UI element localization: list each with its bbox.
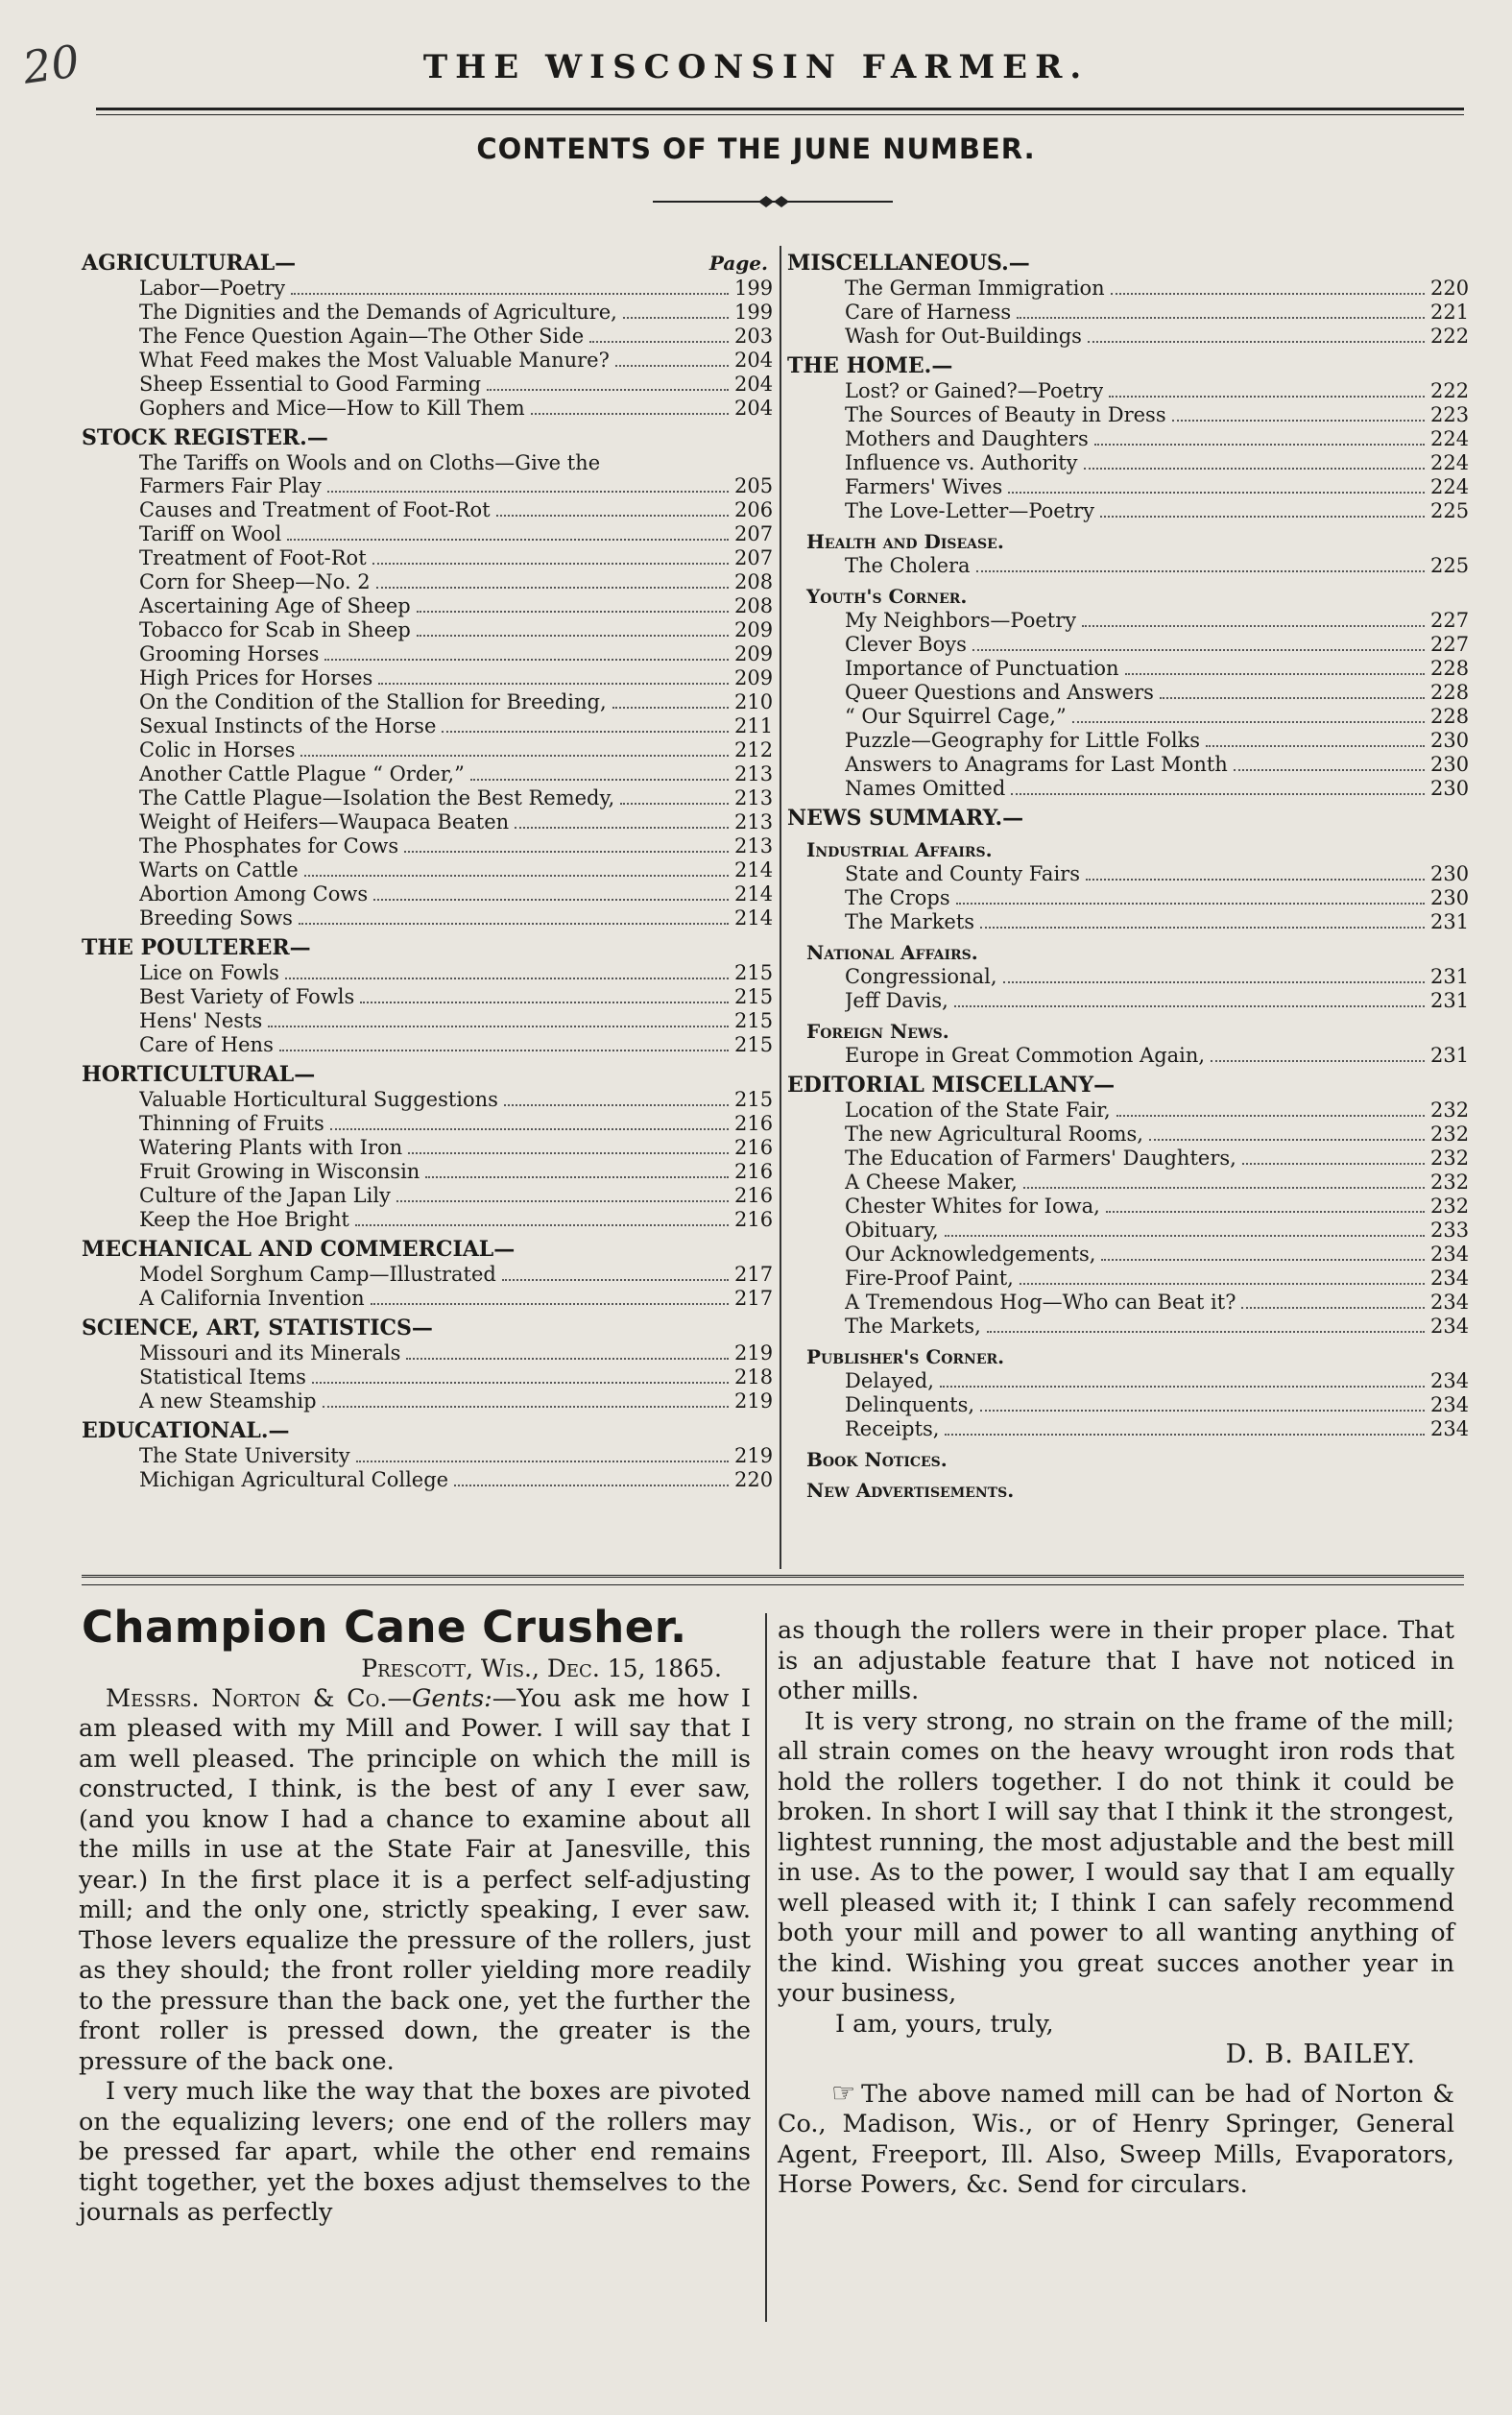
contents-entry: Missouri and its Minerals 219 xyxy=(139,1341,774,1365)
contents-entry: Queer Questions and Answers 228 xyxy=(845,681,1470,704)
contents-entry: The Tariffs on Wools and on Cloths—Give the xyxy=(139,451,601,474)
contents-entry: Labor—Poetry 199 xyxy=(139,277,774,300)
contents-entry: The Dignities and the Demands of Agriculture, 199 xyxy=(139,301,774,324)
contents-entry: Jeff Davis, 231 xyxy=(845,989,1470,1012)
contents-entry: Fire-Proof Paint, 234 xyxy=(845,1267,1470,1290)
pointing-hand-icon: ☞ xyxy=(831,2076,856,2109)
contents-entry: Watering Plants with Iron 216 xyxy=(139,1136,774,1160)
contents-entry: State and County Fairs 230 xyxy=(845,862,1470,885)
contents-entry: Warts on Cattle 214 xyxy=(139,858,774,882)
ad-closing: I am, yours, truly, xyxy=(835,2009,1054,2039)
contents-entry: The new Agricultural Rooms, 232 xyxy=(845,1123,1470,1146)
contents-entry: Ascertaining Age of Sheep 208 xyxy=(139,594,774,618)
contents-entry: Statistical Items 218 xyxy=(139,1365,774,1389)
subsection-heading: Foreign News. xyxy=(806,1020,949,1043)
contents-entry: Lice on Fowls 215 xyxy=(139,961,774,985)
contents-entry: Clever Boys 227 xyxy=(845,633,1470,656)
contents-entry: Tariff on Wool 207 xyxy=(139,522,774,546)
contents-entry: The Phosphates for Cows 213 xyxy=(139,834,774,858)
contents-entry: The Fence Question Again—The Other Side 203 xyxy=(139,325,774,348)
contents-entry: The German Immigration 220 xyxy=(845,277,1470,300)
contents-entry: Lost? or Gained?—Poetry 222 xyxy=(845,379,1470,402)
contents-entry: The Crops 230 xyxy=(845,886,1470,909)
contents-entry: Our Acknowledgements, 234 xyxy=(845,1243,1470,1266)
page-column-label: Page. xyxy=(708,252,768,275)
section-heading: EDITORIAL MISCELLANY— xyxy=(787,1073,1116,1098)
contents-entry: Abortion Among Cows 214 xyxy=(139,882,774,906)
contents-entry: Valuable Horticultural Suggestions 215 xyxy=(139,1088,774,1112)
section-rule xyxy=(82,1575,1464,1578)
contents-entry: Importance of Punctuation 228 xyxy=(845,657,1470,680)
ad-paragraph-1 xyxy=(79,1684,751,2078)
running-head: THE WISCONSIN FARMER. xyxy=(422,48,1090,86)
ornament-rule xyxy=(653,192,893,211)
handwritten-page-mark: 20 xyxy=(19,35,84,94)
contents-entry: The State University 219 xyxy=(139,1444,774,1468)
contents-entry: A Tremendous Hog—Who can Beat it? 234 xyxy=(845,1291,1470,1314)
contents-entry: Thinning of Fruits 216 xyxy=(139,1112,774,1136)
contents-entry: Congressional, 231 xyxy=(845,965,1470,988)
contents-entry: Farmers Fair Play 205 xyxy=(139,474,774,498)
contents-entry: Delinquents, 234 xyxy=(845,1393,1470,1416)
contents-entry: The Cholera 225 xyxy=(845,554,1470,577)
contents-entry: Breeding Sows 214 xyxy=(139,906,774,930)
contents-entry: Keep the Hoe Bright 216 xyxy=(139,1208,774,1232)
ad-gents: Gents: xyxy=(411,1683,492,1713)
contents-entry: Best Variety of Fowls 215 xyxy=(139,985,774,1009)
contents-entry: The Love-Letter—Poetry 225 xyxy=(845,499,1470,522)
ad-title: Champion Cane Crusher. xyxy=(82,1602,687,1653)
subsection-heading: Publisher's Corner. xyxy=(806,1345,1005,1368)
ad-paragraph-4: It is very strong, no strain on the frame of the mill; all strain comes on the heavy wrought iron rods that hold the rollers together. I do not think it could be broken. In short I will say that I think it the strongest, lightest running, the most adjustable and the best mill in use. As to the power, I would say that I am equally well pleased with it; I think I can safely recommend both your mill and power to all wanting anything of the kind. Wishing you great succes another year in your business, xyxy=(778,1706,1454,2008)
section-heading: STOCK REGISTER.— xyxy=(82,425,328,450)
column-divider xyxy=(780,246,781,1569)
contents-entry: Michigan Agricultural College 220 xyxy=(139,1468,774,1492)
section-heading: THE HOME.— xyxy=(787,353,953,378)
section-heading: HORTICULTURAL— xyxy=(82,1062,316,1088)
contents-entry: Obituary, 233 xyxy=(845,1219,1470,1242)
contents-entry: Hens' Nests 215 xyxy=(139,1009,774,1033)
contents-entry: Treatment of Foot-Rot 207 xyxy=(139,546,774,570)
contents-entry: A new Steamship 219 xyxy=(139,1389,774,1413)
contents-right-column xyxy=(787,246,1469,1503)
section-rule-thin xyxy=(82,1584,1464,1585)
section-heading: THE POULTERER— xyxy=(82,935,311,961)
ad-paragraph-3: as though the rollers were in their proper place. That is an adjustable feature that I have not noticed in other mills. xyxy=(778,1616,1454,1705)
contents-entry: My Neighbors—Poetry 227 xyxy=(845,609,1470,632)
contents-entry: On the Condition of the Stallion for Breeding, 210 xyxy=(139,690,774,714)
contents-entry: Sexual Instincts of the Horse 211 xyxy=(139,714,774,738)
subsection-heading: Youth's Corner. xyxy=(806,585,968,608)
subsection-heading: New Advertisements. xyxy=(806,1479,1015,1502)
contents-entry: Mothers and Daughters 224 xyxy=(845,427,1470,450)
contents-entry: Model Sorghum Camp—Illustrated 217 xyxy=(139,1263,774,1287)
contents-entry: Care of Harness 221 xyxy=(845,301,1470,324)
ad-notice xyxy=(778,2078,1454,2201)
contents-entry: “ Our Squirrel Cage,” 228 xyxy=(845,705,1470,728)
contents-entry: A Cheese Maker, 232 xyxy=(845,1171,1470,1194)
ad-signature: D. B. BAILEY. xyxy=(1225,2040,1416,2069)
ad-left-column xyxy=(79,1654,751,2229)
contents-entry: Answers to Anagrams for Last Month 230 xyxy=(845,753,1470,776)
section-heading: EDUCATIONAL.— xyxy=(82,1418,290,1444)
contents-entry: Another Cattle Plague “ Order,” 213 xyxy=(139,762,774,786)
contents-entry: Tobacco for Scab in Sheep 209 xyxy=(139,618,774,642)
section-heading: MECHANICAL AND COMMERCIAL— xyxy=(82,1237,516,1263)
contents-entry: Puzzle—Geography for Little Folks 230 xyxy=(845,729,1470,752)
ad-paragraph-2: I very much like the way that the boxes are pivoted on the equalizing levers; one end of the rollers may be pressed far apart, while the other end remains tight together, yet the boxes adjust themselves to the journals as perfectly xyxy=(79,2077,751,2227)
section-heading: SCIENCE, ART, STATISTICS— xyxy=(82,1316,433,1341)
contents-entry: Fruit Growing in Wisconsin 216 xyxy=(139,1160,774,1184)
contents-left-column xyxy=(82,246,773,1492)
contents-entry: Delayed, 234 xyxy=(845,1369,1470,1392)
contents-entry: Causes and Treatment of Foot-Rot 206 xyxy=(139,498,774,522)
ad-right-column xyxy=(778,1616,1454,2201)
contents-entry: Farmers' Wives 224 xyxy=(845,475,1470,498)
contents-entry: The Sources of Beauty in Dress 223 xyxy=(845,403,1470,426)
ad-salutation: Messrs. Norton & Co.— xyxy=(106,1683,412,1713)
ad-column-divider xyxy=(765,1613,767,2322)
contents-title: CONTENTS OF THE JUNE NUMBER. xyxy=(476,133,1036,165)
contents-entry: Europe in Great Commotion Again, 231 xyxy=(845,1044,1470,1067)
header-rule-thin xyxy=(96,114,1464,115)
contents-entry: The Markets 231 xyxy=(845,910,1470,933)
contents-entry: Culture of the Japan Lily 216 xyxy=(139,1184,774,1208)
contents-entry: Wash for Out-Buildings 222 xyxy=(845,325,1470,348)
contents-entry: Weight of Heifers—Waupaca Beaten 213 xyxy=(139,810,774,834)
contents-entry: Chester Whites for Iowa, 232 xyxy=(845,1195,1470,1218)
contents-entry: Gophers and Mice—How to Kill Them 204 xyxy=(139,397,774,420)
ad-body-1: —You ask me how I am pleased with my Mill and Power. I will say that I am well pleased. The principle on which the mill is constructed, I think, is the best of any I ever saw, (and you know I had a chance to examine about all the mills in use at the State Fair at Janesville, this year.) In the first place it is a perfect self-adjusting mill; and the only one, strictly speaking, I ever saw. Those levers equalize the pressure of the rollers, just as they should; the front roller yielding more readily to the pressure than the back one, yet the further the front roller is pressed down, the greater is the pressure of the back one. xyxy=(79,1683,751,2076)
contents-entry: Corn for Sheep—No. 2 208 xyxy=(139,570,774,594)
contents-entry: High Prices for Horses 209 xyxy=(139,666,774,690)
contents-entry: Grooming Horses 209 xyxy=(139,642,774,666)
ad-dateline: Prescott, Wis., Dec. 15, 1865. xyxy=(361,1654,722,1682)
subsection-heading: National Affairs. xyxy=(806,941,978,964)
contents-entry: Influence vs. Authority 224 xyxy=(845,451,1470,474)
section-heading: MISCELLANEOUS.— xyxy=(787,251,1030,276)
contents-entry: Sheep Essential to Good Farming 204 xyxy=(139,373,774,396)
contents-entry: A California Invention 217 xyxy=(139,1287,774,1311)
contents-entry: Receipts, 234 xyxy=(845,1417,1470,1440)
contents-entry: The Markets, 234 xyxy=(845,1315,1470,1338)
subsection-heading: Health and Disease. xyxy=(806,530,1004,553)
section-heading: AGRICULTURAL— Page. xyxy=(82,251,768,276)
header-rule xyxy=(96,108,1464,110)
subsection-heading: Industrial Affairs. xyxy=(806,838,993,861)
contents-entry: Care of Hens 215 xyxy=(139,1033,774,1057)
contents-entry: The Education of Farmers' Daughters, 232 xyxy=(845,1147,1470,1170)
contents-entry: Location of the State Fair, 232 xyxy=(845,1099,1470,1122)
section-heading: NEWS SUMMARY.— xyxy=(787,806,1024,831)
subsection-heading: Book Notices. xyxy=(806,1448,948,1471)
contents-entry: The Cattle Plague—Isolation the Best Remedy, 213 xyxy=(139,786,774,810)
contents-entry: Colic in Horses 212 xyxy=(139,738,774,762)
contents-entry: What Feed makes the Most Valuable Manure? 204 xyxy=(139,349,774,372)
ad-notice-text: The above named mill can be had of Norton & Co., Madison, Wis., or of Henry Springer, General Agent, Freeport, Ill. Also, Sweep Mills, Evaporators, Horse Powers, &c. Send for circulars. xyxy=(778,2079,1454,2199)
contents-entry: Names Omitted 230 xyxy=(845,777,1470,800)
